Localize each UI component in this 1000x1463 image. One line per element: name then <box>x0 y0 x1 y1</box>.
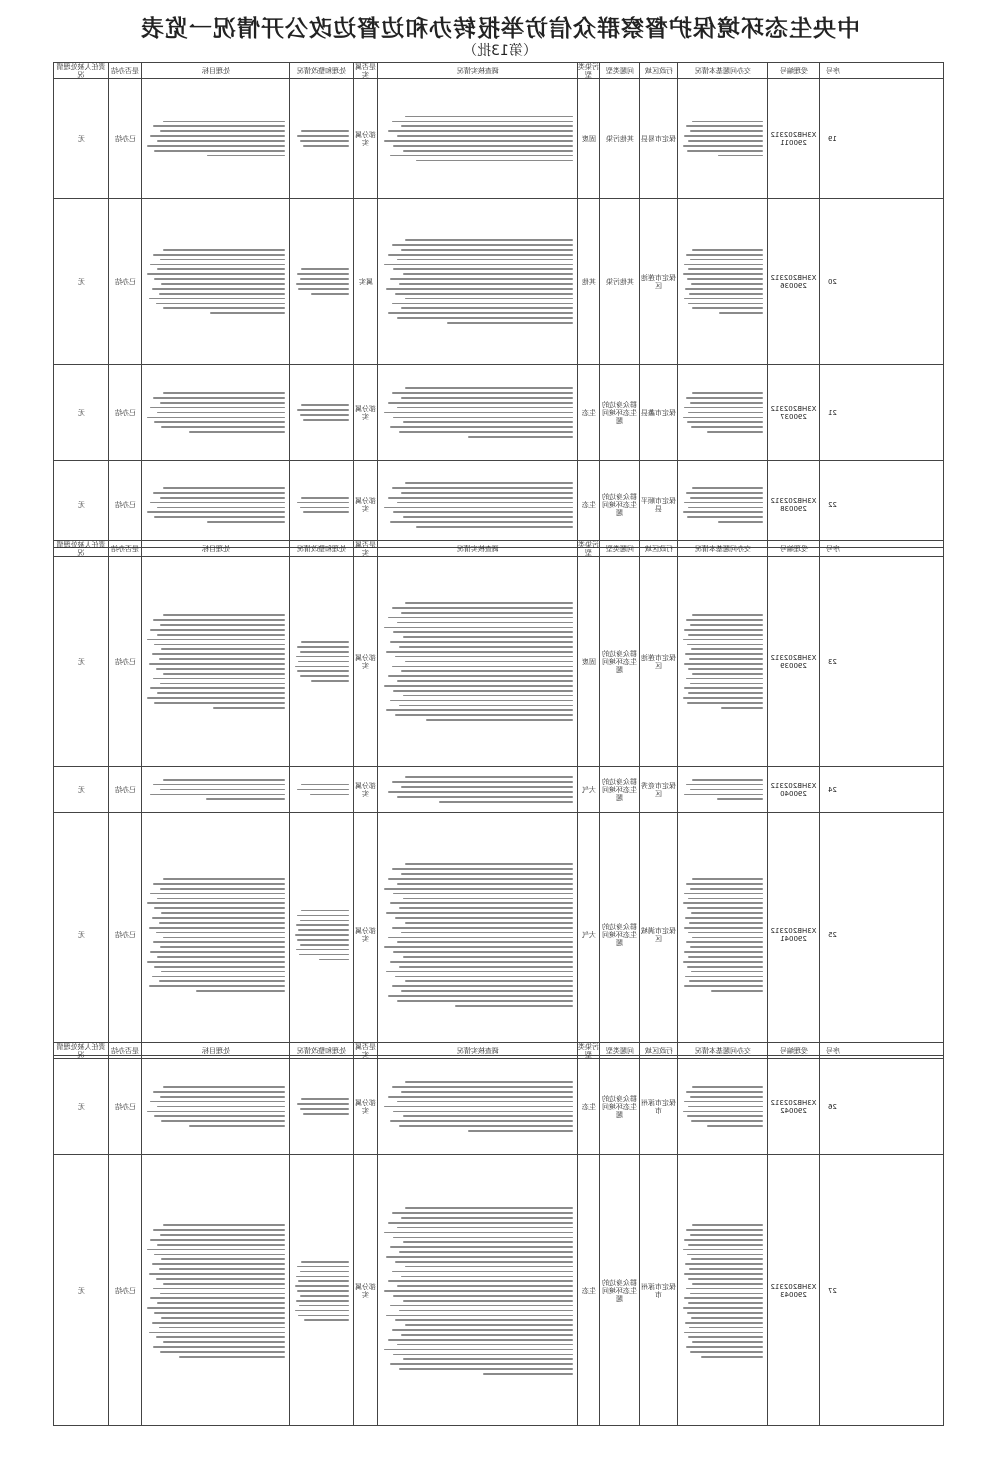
cell-text-block <box>677 767 767 812</box>
cell-value: 生态 <box>581 501 596 509</box>
cell-text-block <box>141 1155 289 1426</box>
cell-done <box>108 813 141 1056</box>
cell-value: 无 <box>77 277 85 286</box>
column-header: 处理目标 <box>141 1043 289 1058</box>
cell-text-block <box>141 79 289 198</box>
cell-value: 保定市涿州市 <box>641 1283 676 1299</box>
cell-text-block <box>377 1155 577 1426</box>
cell-punish <box>54 199 108 364</box>
cell-text-block <box>289 1155 353 1426</box>
cell-pollution <box>577 813 599 1056</box>
cell-no <box>819 365 845 460</box>
cell-value: 大气 <box>581 785 596 794</box>
table-header <box>54 63 943 79</box>
cell-region <box>639 1155 677 1426</box>
page-subtitle: （第13批） <box>463 43 537 59</box>
table-row <box>54 79 943 199</box>
cell-punish <box>54 1059 108 1154</box>
cell-type <box>599 1059 639 1154</box>
cell-text-block <box>677 813 767 1056</box>
cell-value: 群众身边的生态环境问题 <box>602 493 637 517</box>
cell-text-block <box>377 767 577 812</box>
cell-value: X3HB202312290042 <box>770 1098 817 1115</box>
table-section-3 <box>53 1042 944 1426</box>
cell-value: 21 <box>828 408 837 417</box>
cell-verified <box>353 767 377 812</box>
cell-value: X3HB202312290039 <box>770 653 817 670</box>
cell-value: 部分属实 <box>355 653 376 670</box>
cell-value: 群众身边的生态环境问题 <box>602 777 637 802</box>
cell-value: 22 <box>828 501 837 509</box>
cell-text-block <box>377 365 577 460</box>
column-header: 调查核实情况 <box>377 541 577 556</box>
cell-value: 无 <box>77 501 85 509</box>
cell-pollution <box>577 461 599 548</box>
cell-value: 部分属实 <box>355 130 376 147</box>
cell-done <box>108 365 141 460</box>
cell-value: 保定市竞秀区 <box>641 781 676 798</box>
cell-value: 24 <box>828 785 837 794</box>
cell-no <box>819 199 845 364</box>
table-row <box>54 557 943 767</box>
cell-value: 保定市莲池区 <box>641 273 676 290</box>
cell-done <box>108 461 141 548</box>
cell-id <box>767 365 819 460</box>
cell-type <box>599 1155 639 1426</box>
cell-value: X3HB202312290038 <box>770 497 817 513</box>
cell-punish <box>54 79 108 198</box>
cell-value: 无 <box>77 785 85 794</box>
cell-pollution <box>577 365 599 460</box>
cell-text-block <box>377 557 577 766</box>
cell-value: 部分属实 <box>355 781 376 798</box>
cell-no <box>819 79 845 198</box>
table-section-1 <box>53 62 944 548</box>
cell-value: 无 <box>77 1287 85 1295</box>
cell-region <box>639 557 677 766</box>
cell-value: 保定市蠡县 <box>641 408 676 417</box>
column-header: 行政区域 <box>639 541 677 556</box>
column-header: 污染类型 <box>578 1043 599 1058</box>
cell-value: X3HB202312290037 <box>770 404 817 421</box>
column-header: 处理目标 <box>141 63 289 78</box>
cell-no <box>819 813 845 1056</box>
column-header: 问题类型 <box>599 1043 639 1058</box>
column-header: 处理和整改情况 <box>289 1043 353 1058</box>
cell-value: 已办结 <box>114 931 136 939</box>
page-title: 中央生态环境保护督察群众信访举报转办和边督边改公开情况一览表 <box>140 15 860 42</box>
cell-region <box>639 813 677 1056</box>
column-header: 责任人被处理情况 <box>56 63 106 78</box>
cell-text-block <box>677 199 767 364</box>
column-header: 序号 <box>819 63 845 78</box>
cell-value: 群众身边的生态环境问题 <box>602 649 637 674</box>
table-header <box>54 1043 943 1059</box>
column-header: 责任人被处理情况 <box>56 541 106 556</box>
cell-type <box>599 199 639 364</box>
cell-id <box>767 1059 819 1154</box>
column-header: 是否办结 <box>108 63 141 78</box>
column-header: 序号 <box>819 1043 845 1058</box>
column-header: 受理编号 <box>767 63 819 78</box>
column-header: 受理编号 <box>767 1043 819 1058</box>
table-header <box>54 541 943 557</box>
cell-value: 群众身边的生态环境问题 <box>602 1094 637 1119</box>
cell-region <box>639 767 677 812</box>
cell-id <box>767 767 819 812</box>
cell-no <box>819 1059 845 1154</box>
cell-value: 保定市顺平县 <box>641 497 676 513</box>
cell-text-block <box>377 1059 577 1154</box>
cell-text-block <box>141 767 289 812</box>
table-section-2 <box>53 540 944 1056</box>
table-row <box>54 1155 943 1426</box>
cell-value: 其他 <box>581 277 596 286</box>
cell-text-block <box>289 79 353 198</box>
cell-id <box>767 199 819 364</box>
cell-value: X3HB202312290040 <box>770 781 817 798</box>
cell-id <box>767 557 819 766</box>
cell-verified <box>353 1155 377 1426</box>
cell-no <box>819 461 845 548</box>
cell-value: 已办结 <box>114 134 136 143</box>
cell-punish <box>54 461 108 548</box>
cell-value: 20 <box>828 277 837 286</box>
cell-text-block <box>677 1155 767 1426</box>
cell-text-block <box>377 79 577 198</box>
cell-pollution <box>577 1059 599 1154</box>
cell-value: 保定市莲池区 <box>641 653 676 670</box>
column-header: 交办问题基本情况 <box>677 63 767 78</box>
cell-verified <box>353 79 377 198</box>
cell-value: 19 <box>828 134 837 143</box>
cell-value: 无 <box>77 931 85 939</box>
column-header: 序号 <box>819 541 845 556</box>
cell-text-block <box>141 365 289 460</box>
cell-value: 已办结 <box>114 501 136 509</box>
cell-punish <box>54 767 108 812</box>
cell-text-block <box>677 557 767 766</box>
cell-value: 保定市涿州市 <box>641 1098 676 1115</box>
cell-pollution <box>577 199 599 364</box>
cell-text-block <box>377 813 577 1056</box>
column-header: 是否办结 <box>108 1043 141 1058</box>
column-header: 行政区域 <box>639 63 677 78</box>
column-header: 是否属实 <box>355 541 376 556</box>
table-row <box>54 365 943 461</box>
cell-value: 部分属实 <box>355 1098 376 1115</box>
cell-region <box>639 1059 677 1154</box>
cell-value: 部分属实 <box>355 927 376 943</box>
cell-value: 已办结 <box>114 785 136 794</box>
cell-value: 生态 <box>581 1102 596 1111</box>
cell-no <box>819 1155 845 1426</box>
cell-value: 保定市满城区 <box>641 927 676 943</box>
column-header: 调查核实情况 <box>377 1043 577 1058</box>
cell-punish <box>54 557 108 766</box>
cell-done <box>108 557 141 766</box>
column-header: 问题类型 <box>599 63 639 78</box>
cell-value: 27 <box>828 1287 837 1295</box>
cell-value: 生态 <box>581 1287 596 1295</box>
cell-punish <box>54 365 108 460</box>
cell-region <box>639 79 677 198</box>
cell-type <box>599 767 639 812</box>
cell-type <box>599 813 639 1056</box>
column-header: 是否属实 <box>355 63 376 78</box>
cell-text-block <box>289 365 353 460</box>
cell-text-block <box>377 199 577 364</box>
cell-pollution <box>577 1155 599 1426</box>
cell-region <box>639 461 677 548</box>
cell-value: 已办结 <box>114 277 136 286</box>
cell-type <box>599 79 639 198</box>
cell-id <box>767 1155 819 1426</box>
column-header: 污染类型 <box>578 541 599 556</box>
column-header: 交办问题基本情况 <box>677 541 767 556</box>
cell-value: 已办结 <box>114 408 136 417</box>
cell-value: 无 <box>77 657 85 666</box>
cell-text-block <box>289 813 353 1056</box>
cell-value: 已办结 <box>114 1102 136 1111</box>
cell-text-block <box>377 461 577 548</box>
cell-punish <box>54 1155 108 1426</box>
cell-verified <box>353 1059 377 1154</box>
cell-value: 群众身边的生态环境问题 <box>602 1279 637 1303</box>
cell-value: 部分属实 <box>355 1283 376 1299</box>
cell-value: 已办结 <box>114 1287 136 1295</box>
cell-type <box>599 365 639 460</box>
cell-id <box>767 79 819 198</box>
cell-pollution <box>577 79 599 198</box>
column-header: 责任人被处理情况 <box>56 1043 106 1058</box>
cell-verified <box>353 199 377 364</box>
cell-done <box>108 1155 141 1426</box>
cell-value: X3HB202312290036 <box>770 273 817 290</box>
cell-type <box>599 557 639 766</box>
table-row <box>54 461 943 548</box>
column-header: 调查核实情况 <box>377 63 577 78</box>
table-row <box>54 767 943 813</box>
cell-pollution <box>577 767 599 812</box>
cell-id <box>767 813 819 1056</box>
cell-value: 26 <box>828 1102 837 1111</box>
cell-pollution <box>577 557 599 766</box>
cell-text-block <box>141 557 289 766</box>
cell-value: 群众身边的生态环境问题 <box>602 923 637 947</box>
cell-verified <box>353 461 377 548</box>
column-header: 问题类型 <box>599 541 639 556</box>
cell-verified <box>353 813 377 1056</box>
cell-text-block <box>141 813 289 1056</box>
cell-text-block <box>289 557 353 766</box>
cell-no <box>819 767 845 812</box>
cell-text-block <box>677 1059 767 1154</box>
cell-value: 部分属实 <box>355 497 376 513</box>
cell-value: 无 <box>77 1102 85 1111</box>
cell-done <box>108 199 141 364</box>
cell-value: 25 <box>828 931 837 939</box>
column-header: 处理和整改情况 <box>289 63 353 78</box>
cell-text-block <box>677 461 767 548</box>
cell-punish <box>54 813 108 1056</box>
cell-value: X3HB202312290041 <box>770 927 817 943</box>
column-header: 污染类型 <box>578 63 599 78</box>
cell-region <box>639 199 677 364</box>
cell-type <box>599 461 639 548</box>
column-header: 行政区域 <box>639 1043 677 1058</box>
cell-value: 已办结 <box>114 657 136 666</box>
cell-id <box>767 461 819 548</box>
cell-value: 生态 <box>581 408 596 417</box>
cell-value: 无 <box>77 134 85 143</box>
cell-value: X3HB202312290011 <box>770 130 817 147</box>
cell-value: 部分属实 <box>355 404 376 421</box>
cell-text-block <box>289 461 353 548</box>
table-row <box>54 813 943 1056</box>
cell-verified <box>353 557 377 766</box>
column-header: 处理和整改情况 <box>289 541 353 556</box>
cell-text-block <box>677 79 767 198</box>
column-header: 是否属实 <box>355 1043 376 1058</box>
cell-value: 其他污染 <box>605 277 634 286</box>
column-header: 是否办结 <box>108 541 141 556</box>
cell-text-block <box>141 199 289 364</box>
cell-value: 保定市易县 <box>641 134 676 143</box>
cell-text-block <box>141 1059 289 1154</box>
cell-value: 无 <box>77 408 85 417</box>
cell-done <box>108 79 141 198</box>
cell-value: 大气 <box>581 931 596 939</box>
cell-no <box>819 557 845 766</box>
cell-text-block <box>289 1059 353 1154</box>
cell-value: 23 <box>828 657 837 666</box>
cell-value: 属实 <box>358 277 373 286</box>
cell-value: 固废 <box>581 657 596 666</box>
cell-text-block <box>677 365 767 460</box>
cell-value: X3HB202312290043 <box>770 1283 817 1299</box>
cell-value: 其他污染 <box>605 134 634 143</box>
cell-region <box>639 365 677 460</box>
cell-verified <box>353 365 377 460</box>
cell-done <box>108 767 141 812</box>
cell-done <box>108 1059 141 1154</box>
column-header: 处理目标 <box>141 541 289 556</box>
cell-value: 固废 <box>581 134 596 143</box>
cell-text-block <box>289 199 353 364</box>
cell-value: 群众身边的生态环境问题 <box>602 400 637 425</box>
column-header: 受理编号 <box>767 541 819 556</box>
cell-text-block <box>289 767 353 812</box>
cell-text-block <box>141 461 289 548</box>
table-row <box>54 199 943 365</box>
column-header: 交办问题基本情况 <box>677 1043 767 1058</box>
table-row <box>54 1059 943 1155</box>
